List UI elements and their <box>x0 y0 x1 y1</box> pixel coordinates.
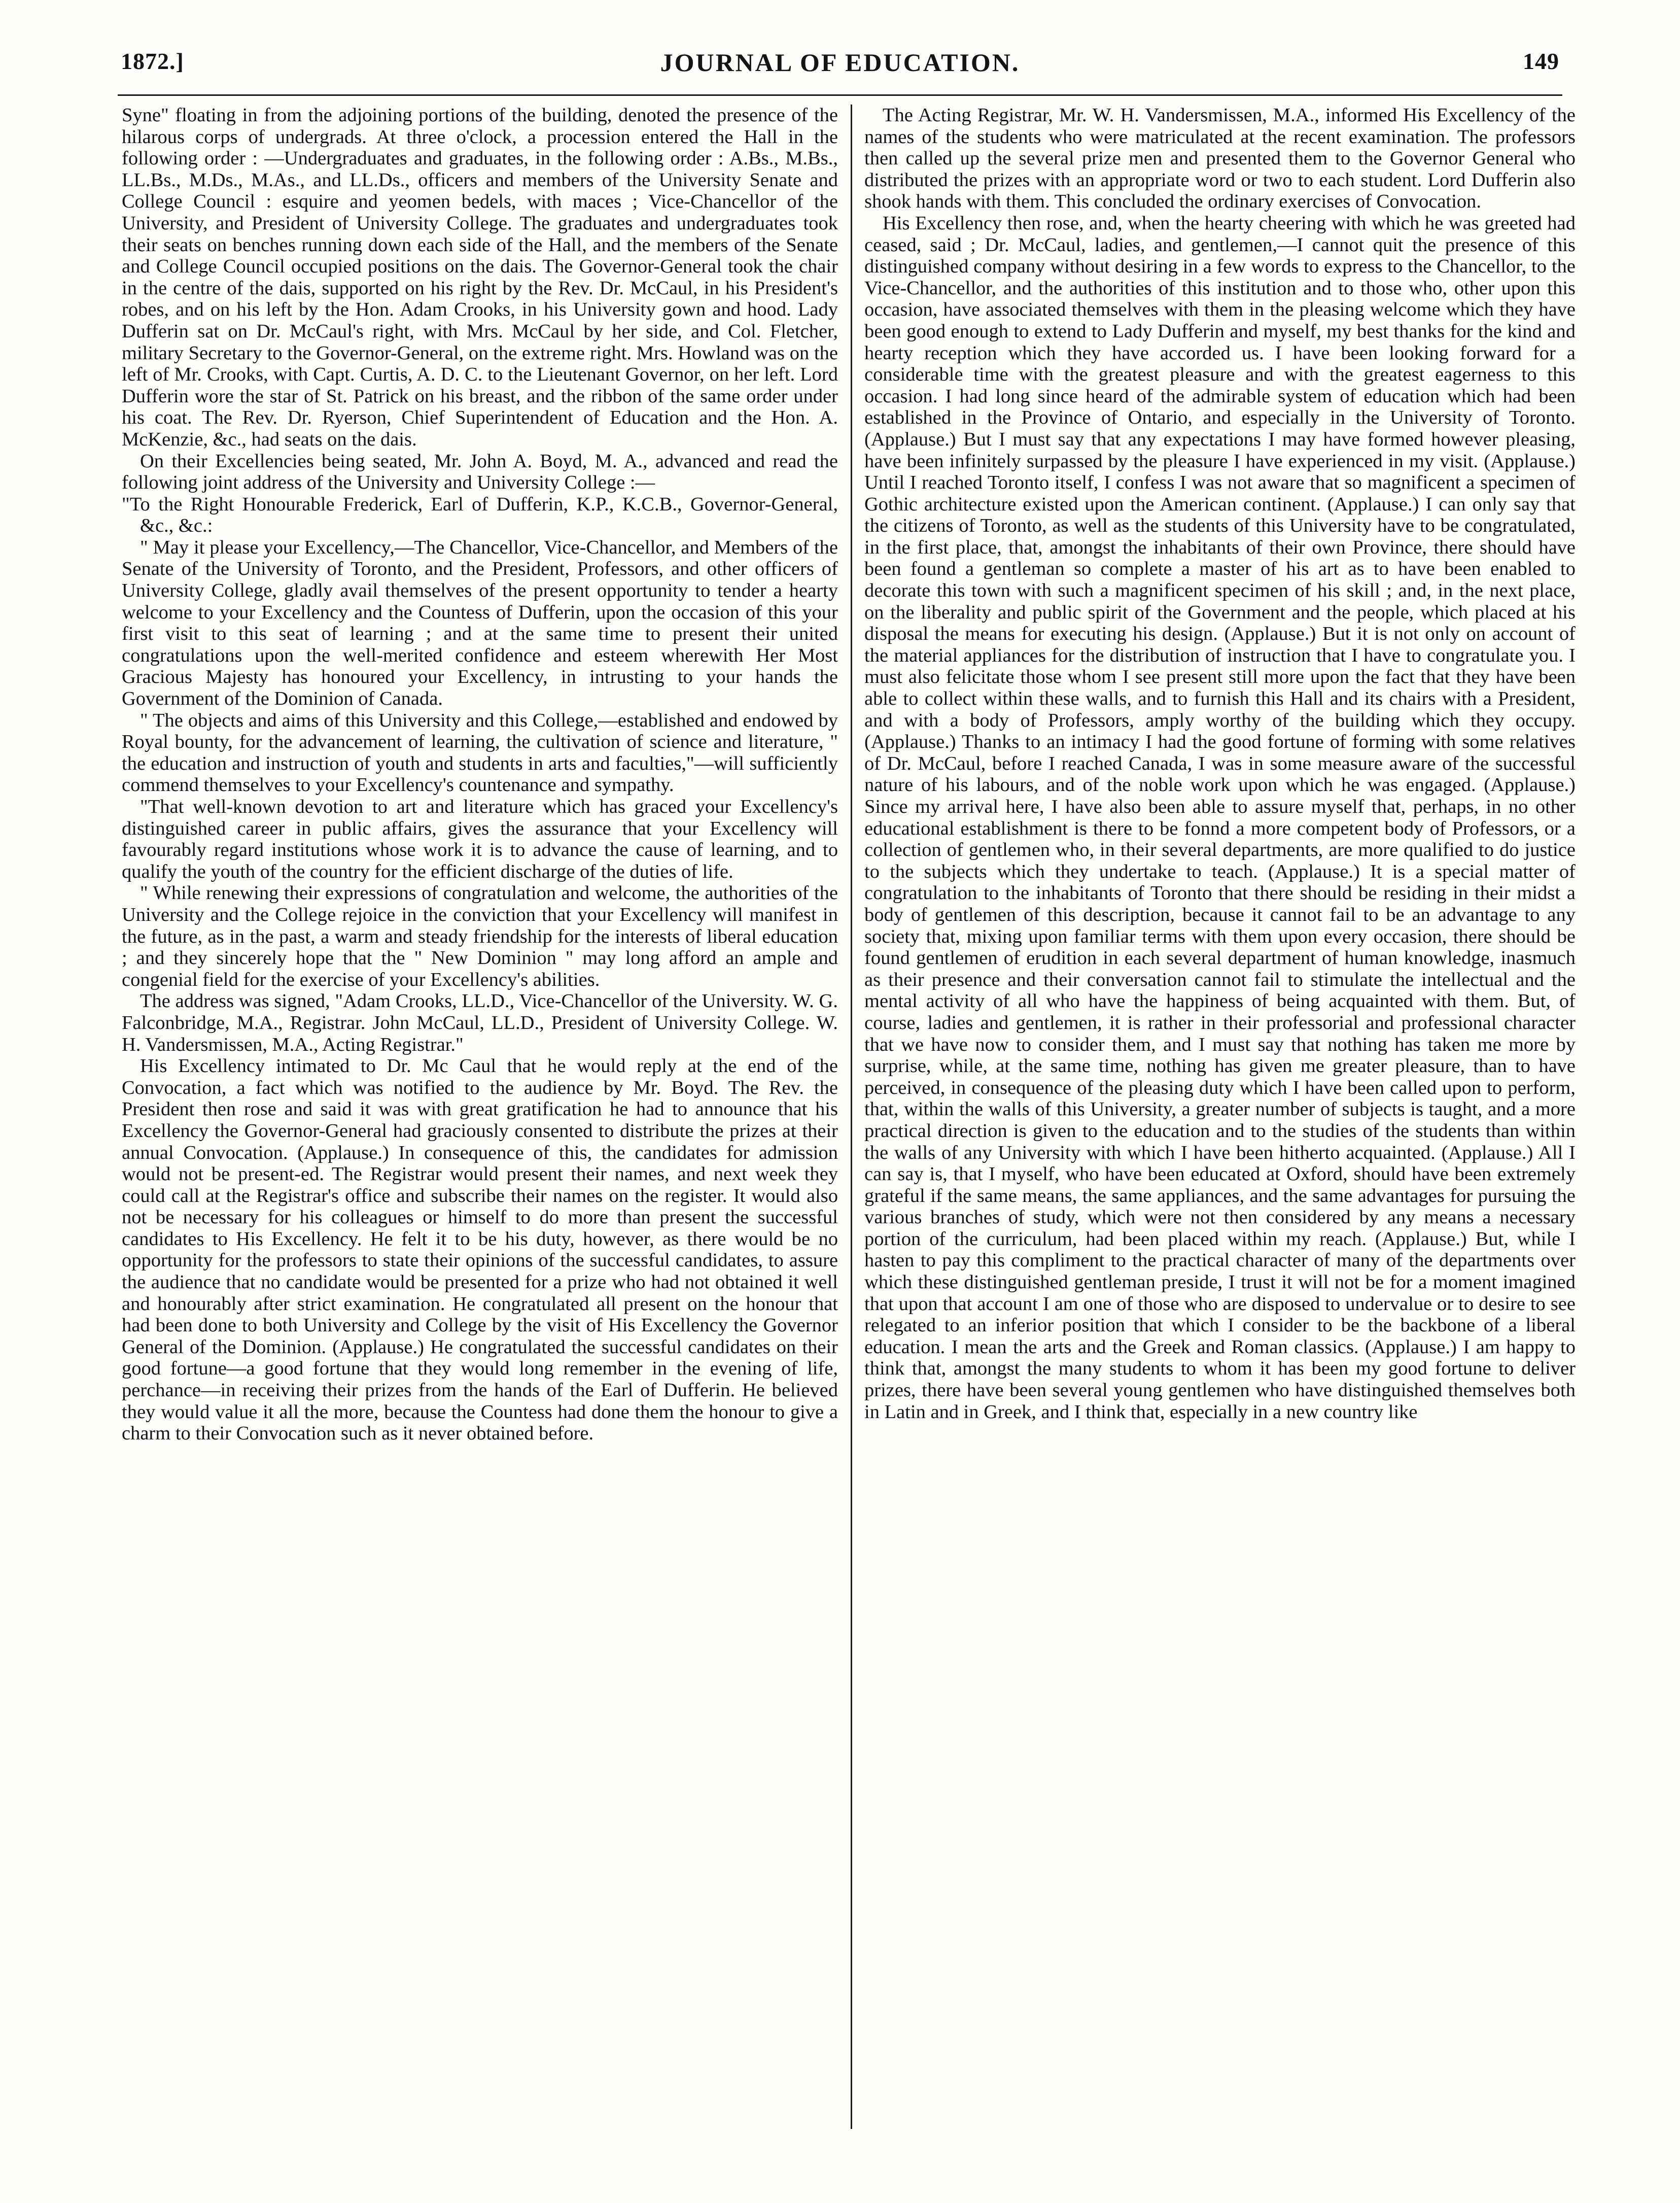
paragraph-prizes: The Acting Registrar, Mr. W. H. Vandersmissen, M.A., informed His Excellency of the names of the students who were matriculated at the recent examination. The professors then called up the several prize men and presented them to the Governor General who distributed the prizes with an appropriate word or two to each student. Lord Dufferin also shook hands with them. This concluded the ordinary exercises of Convocation. <box>864 105 1576 213</box>
paragraph-address-1: " May it please your Excellency,—The Chancellor, Vice-Chancellor, and Members of the Senate of the University of Toronto, and the President, Professors, and other officers of University College, gladly avail themselves of the present opportunity to tender a hearty welcome to your Excellency and the Countess of Dufferin, upon the occasion of this your first visit to this seat of learning ; and at the same time to present their united congratulations upon the well-merited confidence and esteem wherewith Her Most Gracious Majesty has honoured your Excellency, in intrusting to your hands the Government of the Dominion of Canada. <box>122 536 838 710</box>
column-divider <box>851 105 852 2129</box>
right-column <box>864 105 1576 2139</box>
paragraph-address-intro: On their Excellencies being seated, Mr. John A. Boyd, M. A., advanced and read the following joint address of the University and University College :— <box>122 450 838 494</box>
running-header <box>121 48 1559 88</box>
paragraph-governor-speech: His Excellency then rose, and, when the hearty cheering with which he was greeted had ceased, said ; Dr. McCaul, ladies, and gentlemen,—I cannot quit the presence of this distinguished company without desiring in a few words to express to the Chancellor, to the Vice-Chancellor, and the authorities of this institution and to those who, other upon this occasion, have associated themselves with them in the pleasing welcome which they have been good enough to extend to Lady Dufferin and myself, my best thanks for the kind and hearty reception which they have accorded us. I have been looking forward for a considerable time with the greatest pleasure and with the greatest eagerness to this occasion. I had long since heard of the admirable system of education which had been established in the Province of Ontario, and especially in the University of Toronto. (Applause.) But I must say that any expectations I may have formed however pleasing, have been infinitely surpassed by the pleasure I have experienced in my visit. (Applause.) Until I reached Toronto itself, I confess I was not aware that so magnificent a specimen of Gothic architecture existed upon the American continent. (Applause.) I can only say that the citizens of Toronto, as well as the students of this University have to be congratulated, in the first place, that, amongst the inhabitants of their own Province, there should have been found a gentleman so complete a master of his art as to have been enabled to decorate this town with such a magnificent specimen of his skill ; and, in the next place, on the liberality and public spirit of the Government and the people, which placed at his disposal the means for executing his design. (Applause.) But it is not only on account of the material appliances for the distribution of instruction that I have to congratulate you. I must also felicitate those whom I see present still more upon the fact that they have been able to collect within these walls, and to furnish this Hall and its chairs with a President, and with a body of Professors, amply worthy of the building which they occupy. (Applause.) Thanks to an intimacy I had the good fortune of forming with some relatives of Dr. McCaul, before I reached Canada, I was in some measure aware of the successful nature of his labours, and of the noble work upon which he was engaged. (Applause.) Since my arrival here, I have also been able to assure myself that, perhaps, in no other educational establishment is there to be fonnd a more competent body of Professors, or a collection of gentlemen who, in their several departments, are more qualified to do justice to the subjects which they undertake to teach. (Applause.) It is a special matter of congratulation to the inhabitants of Toronto that there should be residing in their midst a body of gentlemen of this description, because it cannot fail to be an advantage to any society that, mixing upon familiar terms with them upon every occasion, there should be found gentlemen of erudition in each several department of human knowledge, inasmuch as their presence and their conversation cannot fail to stimulate the intellectual and the mental activity of all who have the happiness of being acquainted with them. But, of course, ladies and gentlemen, it is rather in their professorial and professional character that we have now to consider them, and I must say that nothing has taken me more by surprise, while, at the same time, nothing has given me greater pleasure, than to have perceived, in consequence of the pleasing duty which I have been called upon to perform, that, within the walls of this University, a greater number of subjects is taught, and a more practical direction is given to the education and to the studies of the students than within the walls of any University with which I have been hitherto acquainted. (Applause.) All I can say is, that I myself, who have been educated at Oxford, should have been extremely grateful if the same means, the same appliances, and the same advantages for pursuing the various branches of study, which were not then considered by any means a necessary portion of the curriculum, had been placed within my reach. (Applause.) But, while I hasten to pay this compliment to the practical character of many of the departments over which these distinguished gentleman preside, I trust it will not be for a moment imagined that upon that account I am one of those who are disposed to undervalue or to desire to see relegated to an inferior position that which I consider to be the backbone of a liberal education. I mean the arts and the Greek and Roman classics. (Applause.) I am happy to think that, amongst the many students to whom it has been my good fortune to deliver prizes, there have been several young gentlemen who have distinguished themselves both in Latin and in Greek, and I think that, especially in a new country like <box>864 212 1576 1423</box>
paragraph-address-3: "That well-known devotion to art and literature which has graced your Excellency's distinguished career in public affairs, gives the assurance that your Excellency will favourably regard institutions whose work it is to advance the cause of learning, and to qualify the youth of the country for the efficient discharge of the duties of life. <box>122 796 838 882</box>
header-year: 1872.] <box>121 48 184 74</box>
paragraph-address-4: " While renewing their expressions of congratulation and welcome, the authorities of the University and the College rejoice in the conviction that your Excellency will manifest in the future, as in the past, a warm and steady friendship for the interests of liberal education ; and they sincerely hope that the " New Dominion " may long afford an ample and congenial field for the exercise of your Excellency's abilities. <box>122 882 838 990</box>
paragraph-signatures: The address was signed, "Adam Crooks, LL.D., Vice-Chancellor of the University. W. G. Falconbridge, M.A., Registrar. John McCaul, LL.D., President of University College. W. H. Vandersmissen, M.A., Acting Registrar." <box>122 990 838 1055</box>
paragraph-procession: Syne" floating in from the adjoining portions of the building, denoted the presence of the hilarous corps of undergrads. At three o'clock, a procession entered the Hall in the following order : —Undergraduates and graduates, in the following order : A.Bs., M.Bs., LL.Bs., M.Ds., M.As., and LL.Ds., officers and members of the University Senate and College Council : esquire and yeomen bedels, with maces ; Vice-Chancellor of the University, and President of University College. The graduates and undergraduates took their seats on benches running down each side of the Hall, and the members of the Senate and College Council occupied positions on the dais. The Governor-General took the chair in the centre of the dais, supported on his right by the Rev. Dr. McCaul, in his President's robes, and on his left by the Hon. Adam Crooks, in his University gown and hood. Lady Dufferin sat on Dr. McCaul's right, with Mrs. McCaul by her side, and Col. Fletcher, military Secretary to the Governor-General, on the extreme right. Mrs. Howland was on the left of Mr. Crooks, with Capt. Curtis, A. D. C. to the Lieutenant Governor, on her left. Lord Dufferin wore the star of St. Patrick on his breast, and the ribbon of the same order under his coat. The Rev. Dr. Ryerson, Chief Superintendent of Education and the Hon. A. McKenzie, &c., had seats on the dais. <box>122 105 838 450</box>
journal-title: JOURNAL OF EDUCATION. <box>660 48 1020 77</box>
paragraph-address-2: " The objects and aims of this University and this College,—established and endowed by Royal bounty, for the advancement of learning, the cultivation of science and literature, " the education and instruction of youth and students in arts and faculties,"—will sufficiently commend themselves to your Excellency's countenance and sympathy. <box>122 709 838 796</box>
left-column <box>122 105 838 2139</box>
paragraph-salutation: "To the Right Honourable Frederick, Earl of Dufferin, K.P., K.C.B., Governor-General, &c., &c.: <box>122 493 838 537</box>
page-number: 149 <box>1523 48 1559 74</box>
header-rule <box>118 94 1562 96</box>
paragraph-president-remarks: His Excellency intimated to Dr. Mc Caul that he would reply at the end of the Convocation, a fact which was notified to the audience by Mr. Boyd. The Rev. the President then rose and said it was with great gratification he had to announce that his Excellency the Governor-General had graciously consented to distribute the prizes at their annual Convocation. (Applause.) In consequence of this, the candidates for admission would not be present-ed. The Registrar would present their names, and next week they could call at the Registrar's office and subscribe their names on the register. It would also not be necessary for his colleagues or himself to do more than present the successful candidates to His Excellency. He felt it to be his duty, however, as there would be no opportunity for the professors to state their opinions of the successful candidates, to assure the audience that no candidate would be presented for a prize who had not obtained it well and honourably after strict examination. He congratulated all present on the honour that had been done to both University and College by the visit of His Excellency the Governor General of the Dominion. (Applause.) He congratulated the successful candidates on their good fortune—a good fortune that they would long remember in the evening of life, perchance—in receiving their prizes from the hands of the Earl of Dufferin. He believed they would value it all the more, because the Countess had done them the honour to give a charm to their Convocation such as it never obtained before. <box>122 1055 838 1444</box>
